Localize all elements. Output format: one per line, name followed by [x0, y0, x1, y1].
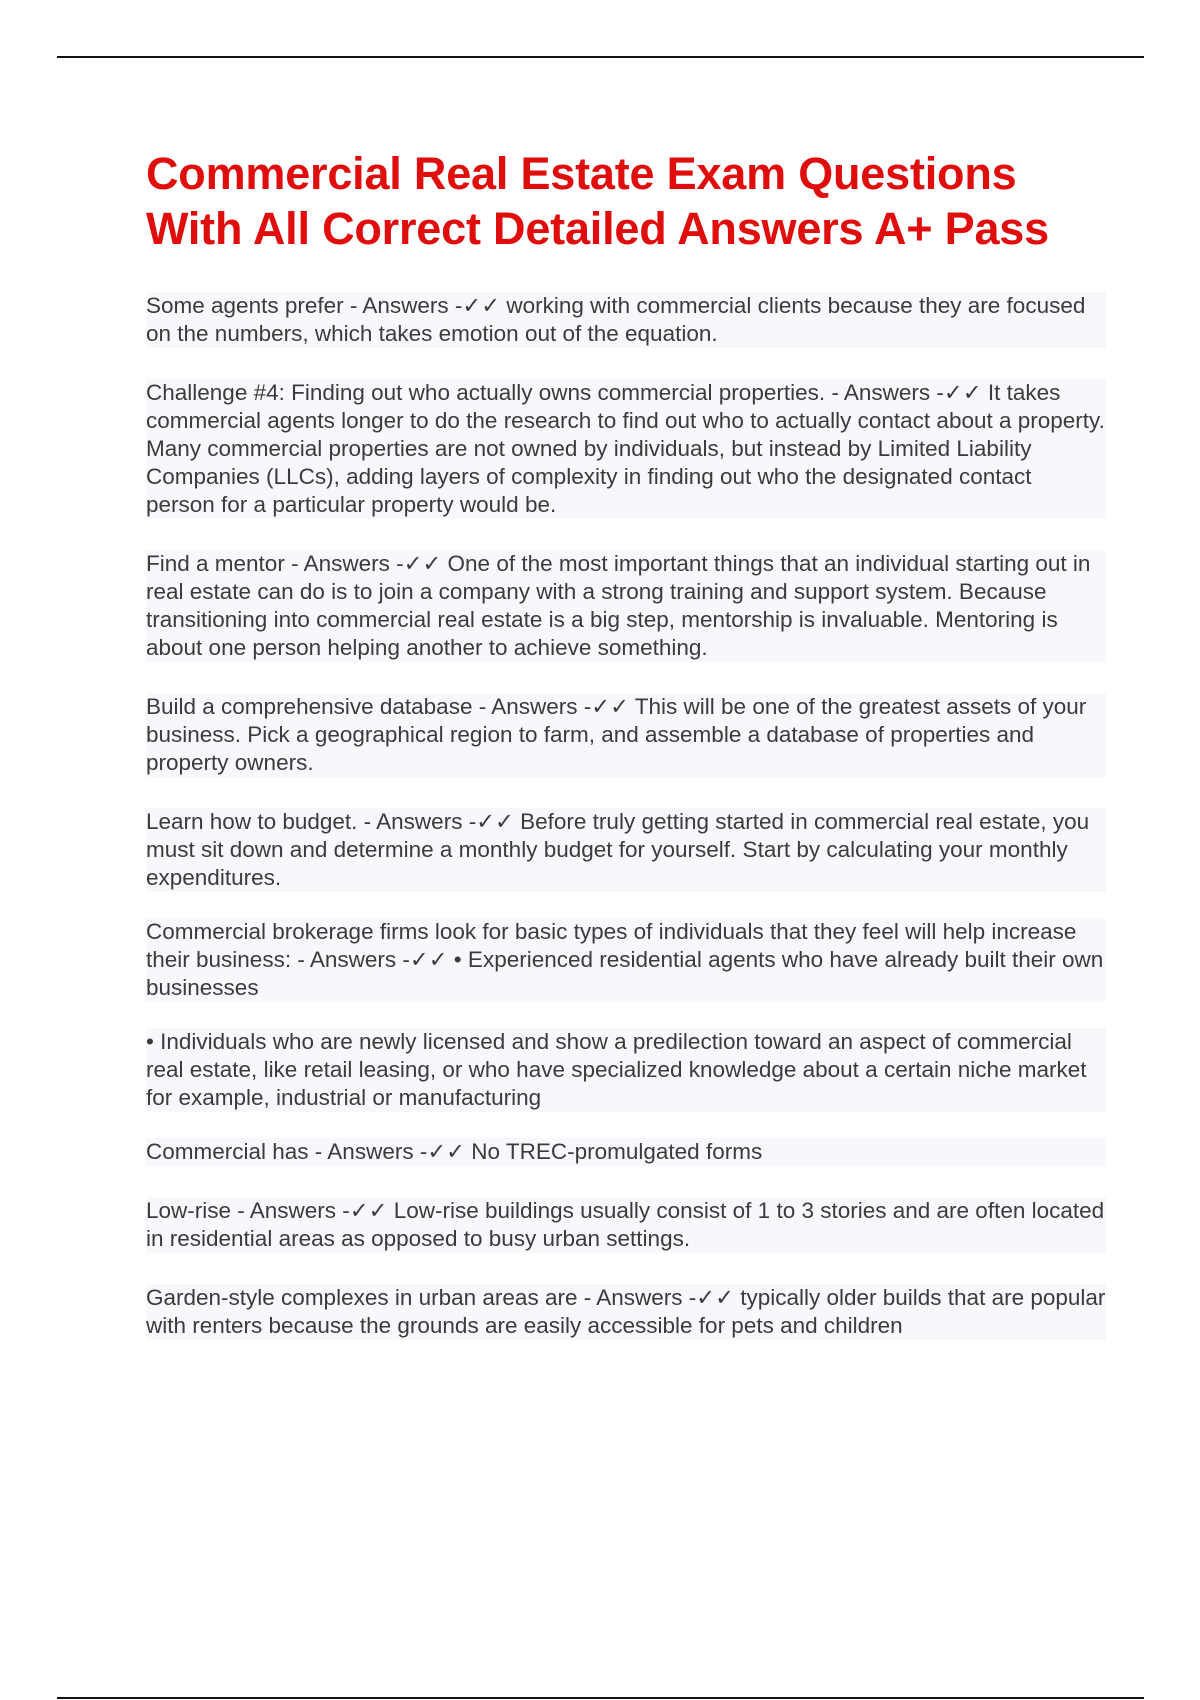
- qa-entry-1: [146, 292, 1106, 348]
- qa-entry-4: [146, 693, 1106, 777]
- qa-entry-text: Challenge #4: Finding out who actually owns commercial properties. - Answers -✓✓ It takes commercial agents longer to do the research to find out who to actually contact about a property. Many commercial properties are not owned by individuals, but instead by Limited Liability Companies (LLCs), adding layers of complexity in finding out who the designated contact person for a particular property would be.: [146, 380, 1112, 517]
- bottom-rule: [57, 1697, 1144, 1699]
- document-body: [146, 146, 1112, 1371]
- qa-entry-3: [146, 550, 1106, 662]
- qa-entry-8: [146, 1138, 1106, 1166]
- qa-list: [146, 292, 1112, 1340]
- qa-entry-7: [146, 1028, 1106, 1112]
- qa-entry-10: [146, 1284, 1112, 1340]
- qa-entry-text: Commercial has - Answers -✓✓ No TREC-promulgated forms: [146, 1139, 763, 1164]
- qa-entry-2: [146, 379, 1112, 519]
- qa-entry-text: Some agents prefer - Answers -✓✓ working with commercial clients because they are focused on the numbers, which takes emotion out of the equation.: [146, 293, 1092, 346]
- qa-entry-text: • Individuals who are newly licensed and show a predilection toward an aspect of commercial real estate, like retail leasing, or who have specialized knowledge about a certain niche market for example, industrial or manufacturing: [146, 1029, 1093, 1110]
- qa-entry-text: Learn how to budget. - Answers -✓✓ Before truly getting started in commercial real estate, you must sit down and determine a monthly budget for yourself. Start by calculating your monthly expenditures.: [146, 809, 1096, 890]
- qa-entry-5: [146, 808, 1106, 892]
- qa-entry-text: Garden-style complexes in urban areas are - Answers -✓✓ typically older builds that are popular with renters because the grounds are easily accessible for pets and children: [146, 1285, 1112, 1338]
- qa-entry-9: [146, 1197, 1111, 1253]
- qa-entry-text: Build a comprehensive database - Answers -✓✓ This will be one of the greatest assets of your business. Pick a geographical region to farm, and assemble a database of properties and property owners.: [146, 694, 1093, 775]
- qa-entry-text: Find a mentor - Answers -✓✓ One of the most important things that an individual starting out in real estate can do is to join a company with a strong training and support system. Because transitioning into commercial real estate is a big step, mentorship is invaluable. Mentoring is about one person helping another to achieve something.: [146, 551, 1097, 660]
- qa-entry-text: Commercial brokerage firms look for basic types of individuals that they feel will help increase their business: - Answers -✓✓ • Experienced residential agents who have already built their own businesses: [146, 919, 1110, 1000]
- top-rule: [57, 56, 1144, 58]
- document-title: Commercial Real Estate Exam Questions With All Correct Detailed Answers A+ Pass: [146, 148, 1049, 254]
- qa-entry-text: Low-rise - Answers -✓✓ Low-rise buildings usually consist of 1 to 3 stories and are often located in residential areas as opposed to busy urban settings.: [146, 1198, 1111, 1251]
- qa-entry-6: [146, 918, 1110, 1002]
